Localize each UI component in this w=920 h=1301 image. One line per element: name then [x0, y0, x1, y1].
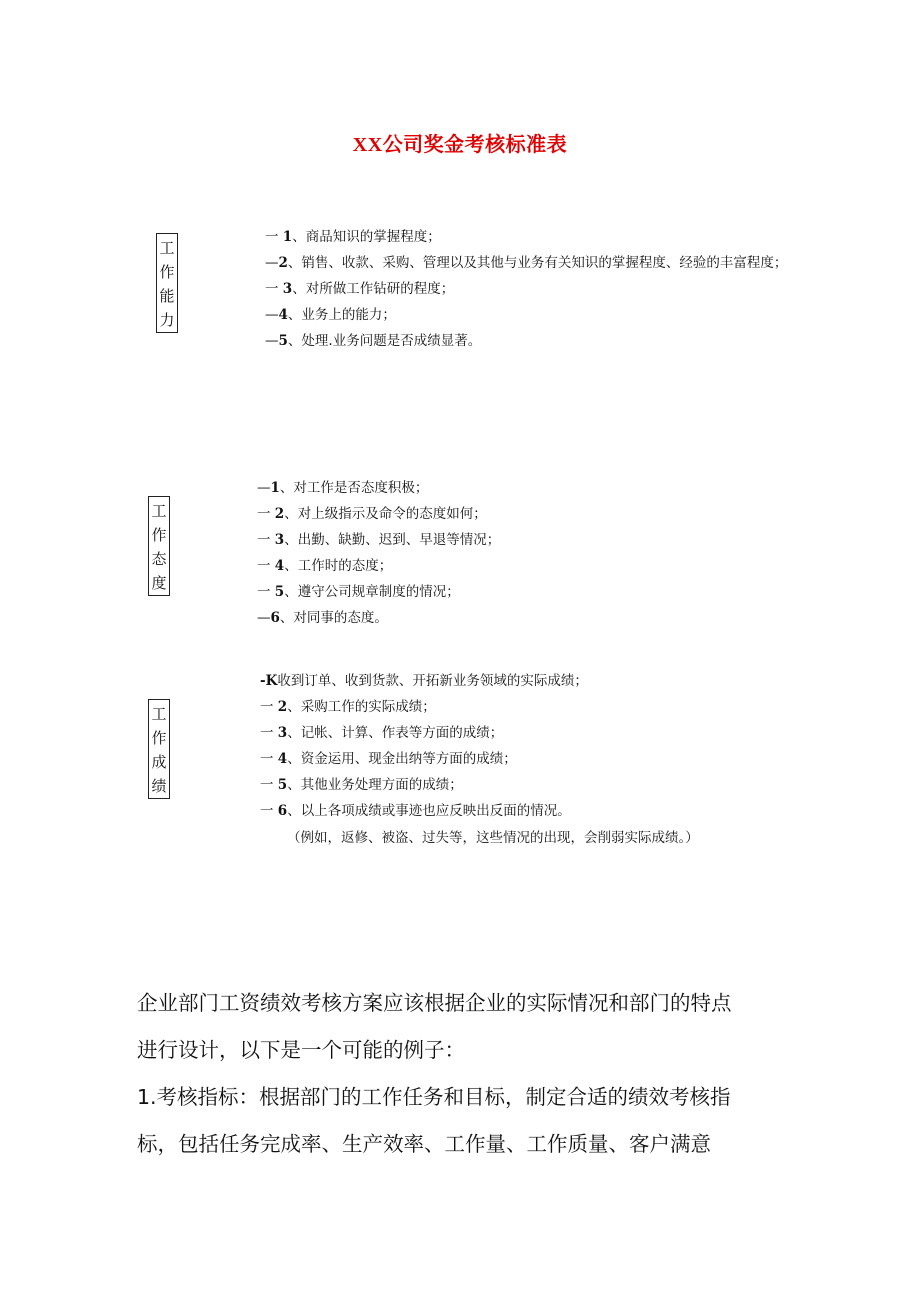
list-item: 一 5、其他业务处理方面的成绩；: [260, 777, 463, 793]
label-char: 力: [159, 311, 175, 329]
list-item: —5、处理.业务问题是否成绩显著。: [265, 333, 482, 349]
list-item: 一 3、对所做工作钻研的程度；: [265, 281, 455, 297]
body-paragraph: [137, 980, 777, 1168]
list-item: 一 1、商品知识的掌握程度；: [265, 229, 441, 245]
paragraph-line: 1.考核指标：根据部门的工作任务和目标，制定合适的绩效考核指: [137, 1085, 731, 1109]
list-item: —1、对工作是否态度积极；: [257, 480, 429, 496]
list-item: 一 4、资金运用、现金出纳等方面的成绩；: [260, 751, 517, 767]
label-char: 成: [151, 753, 167, 771]
attitude-items: [257, 475, 500, 631]
label-char: 态: [151, 550, 167, 568]
list-item: -K收到订单、收到货款、开拓新业务领域的实际成绩；: [260, 673, 588, 689]
results-items: [260, 668, 588, 824]
paragraph-line: 标，包括任务完成率、生产效率、工作量、工作质量、客户满意: [137, 1132, 711, 1156]
page-title: [0, 128, 920, 157]
label-char: 能: [159, 287, 175, 305]
label-char: 作: [159, 263, 175, 281]
label-char: 作: [151, 729, 167, 747]
label-char: 工: [151, 705, 167, 723]
section-label-attitude: [148, 496, 170, 596]
paragraph-line: 进行设计，以下是一个可能的例子：: [137, 1038, 465, 1062]
list-item: —4、业务上的能力；: [265, 307, 396, 323]
list-item: 一 3、记帐、计算、作表等方面的成绩；: [260, 725, 504, 741]
ability-items: [265, 224, 787, 354]
title-prefix: XX: [352, 134, 383, 156]
list-item: 一 2、采购工作的实际成绩；: [260, 699, 436, 715]
list-item: 一 2、对上级指示及命令的态度如何；: [257, 506, 487, 522]
list-item: 一 6、以上各项成绩或事迹也应反映出反面的情况。: [260, 803, 571, 819]
section-label-results: [148, 699, 170, 799]
label-char: 度: [151, 574, 167, 592]
results-note: （例如，返修、被盗、过失等，这些情况的出现，会削弱实际成绩。）: [287, 830, 699, 846]
label-char: 工: [159, 239, 175, 257]
paragraph-line: 企业部门工资绩效考核方案应该根据企业的实际情况和部门的特点: [137, 991, 732, 1015]
list-item: 一 3、出勤、缺勤、迟到、早退等情况；: [257, 532, 501, 548]
list-item: 一 5、遵守公司规章制度的情况；: [257, 584, 460, 600]
label-char: 绩: [151, 777, 167, 795]
section-label-ability: [156, 233, 178, 333]
list-item: 一 4、工作时的态度；: [257, 558, 393, 574]
list-item: —6、对同事的态度。: [257, 610, 388, 626]
label-char: 作: [151, 526, 167, 544]
label-char: 工: [151, 502, 167, 520]
title-text: 公司奖金考核标准表: [382, 132, 568, 156]
list-item: —2、销售、收款、采购、管理以及其他与业务有关知识的掌握程度、经验的丰富程度；: [265, 255, 788, 271]
